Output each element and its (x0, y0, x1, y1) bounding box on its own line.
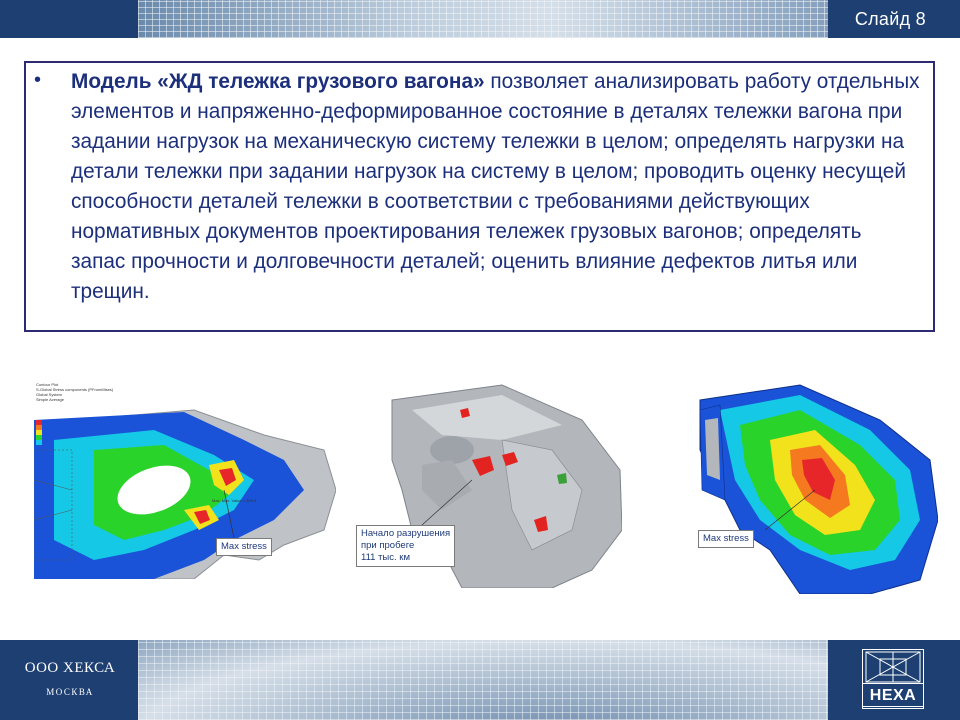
company-name: ООО ХЕКСА (24, 660, 116, 676)
footer-mesh-image (138, 640, 828, 720)
stress-contour-drawing-1 (34, 380, 336, 579)
max-stress-callout-1: Max stress (216, 538, 272, 556)
legend-text: Contour Plot S-Global Stress components (PFromMises) Global System Simple Average (36, 382, 114, 402)
fracture-callout-line2: при пробеге (361, 540, 415, 551)
description-box (24, 61, 935, 332)
fracture-callout (356, 525, 455, 567)
header-band (0, 0, 960, 38)
slide-number: Слайд 8 (854, 9, 926, 29)
hexa-logo-text: HEXA (862, 683, 924, 707)
max-stress-callout-2: Max stress (698, 530, 754, 548)
bullet-icon: • (34, 69, 42, 91)
footer-band (0, 640, 960, 720)
max-value-note: Max: Max Value = 209.4 (212, 498, 257, 503)
fracture-callout-line1: Начало разрушения (361, 528, 451, 539)
stress-contour-image-2 (680, 380, 938, 594)
fracture-image (352, 380, 622, 588)
company-city: МОСКВА (46, 687, 94, 697)
model-name: Модель «ЖД тележка грузового вагона» (71, 70, 485, 93)
stress-contour-image-1 (34, 380, 336, 579)
fracture-callout-line3: 111 тыс. км (361, 552, 410, 563)
description-text (71, 67, 921, 307)
stress-contour-drawing-2 (680, 380, 938, 594)
description-rest: позволяет анализировать работу отдельных элементов и напряженно-деформированное состояние в деталях тележки вагона при задании нагрузок на механическую систему тележки в целом; определять нагрузки на детали тележки при задании нагрузок на систему в целом; проводить оценку несущей способности деталей тележки в соответствии с требованиями действующих нормативных документов проектирования тележек грузовых вагонов; определять запас прочности и долговечности деталей; оценить влияние дефектов литья или трещин. (71, 70, 920, 303)
header-mesh-image (138, 0, 828, 38)
